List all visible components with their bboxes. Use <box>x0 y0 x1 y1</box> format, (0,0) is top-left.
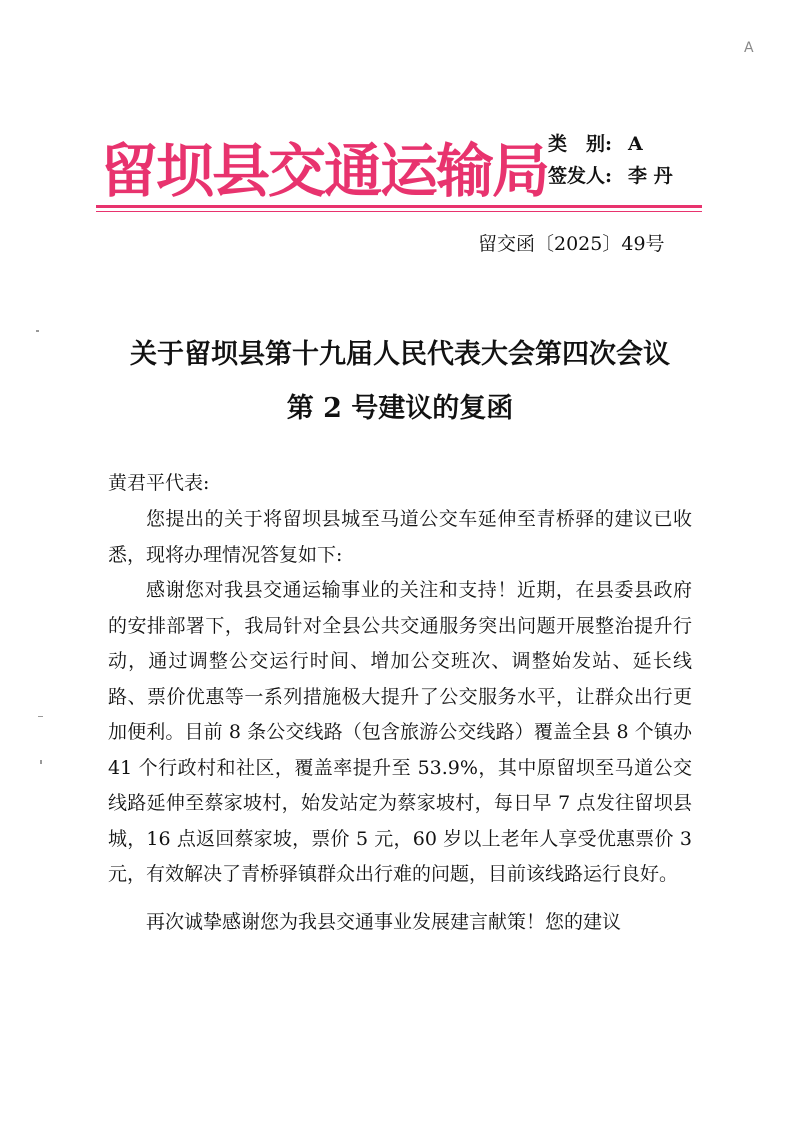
signer-row <box>548 160 673 192</box>
signer-value: 李 丹 <box>628 165 673 187</box>
category-value: A <box>628 133 643 155</box>
paragraph-response: 感谢您对我县交通运输事业的关注和支持！近期，在县委县政府的安排部署下，我局针对全县公共交通服务突出问题开展整治提升行动，通过调整公交运行时间、增加公交班次、调整始发站、延长线路、票价优惠等一系列措施极大提升了公交服务水平，让群众出行更加便利。目前 8 条公交线路（包含旅游公交线路）覆盖全县 8 个镇办 41 个行政村和社区，覆盖率提升至 53.9%，其中原留坝至马道公交线路延伸至蔡家坡村，始发站定为蔡家坡村，每日早 7 点发往留坝县城，16 点返回蔡家坡，票价 5 元，60 岁以上老年人享受优惠票价 3 元，有效解决了青桥驿镇群众出行难的问题，目前该线路运行良好。 <box>108 579 692 885</box>
paragraph-closing: 再次诚挚感谢您为我县交通事业发展建言献策！您的建议 <box>146 910 622 933</box>
letterhead-meta <box>548 128 673 192</box>
letterhead-divider-thick <box>96 205 702 208</box>
document-number: 留交函〔2025〕49号 <box>478 233 665 255</box>
paragraph-acknowledgement: 您提出的关于将留坝县城至马道公交车延伸至青桥驿的建议已收悉，现将办理情况答复如下: <box>108 508 692 566</box>
category-label: 类 别: <box>548 133 613 155</box>
scan-speck <box>38 716 43 717</box>
page-corner-mark: A <box>744 40 754 56</box>
salutation: 黄君平代表: <box>108 472 210 494</box>
scan-speck <box>40 760 42 764</box>
signer-label: 签发人: <box>548 165 613 187</box>
letter-body <box>108 502 692 940</box>
category-row <box>548 128 673 160</box>
letterhead-divider-thin <box>96 211 702 212</box>
document-title-line-1: 关于留坝县第十九届人民代表大会第四次会议 <box>130 339 670 370</box>
letterhead-issuer: 留坝县交通运输局 <box>100 137 549 205</box>
document-title-line-2: 第 2 号建议的复函 <box>286 393 514 424</box>
scan-speck <box>36 330 39 332</box>
